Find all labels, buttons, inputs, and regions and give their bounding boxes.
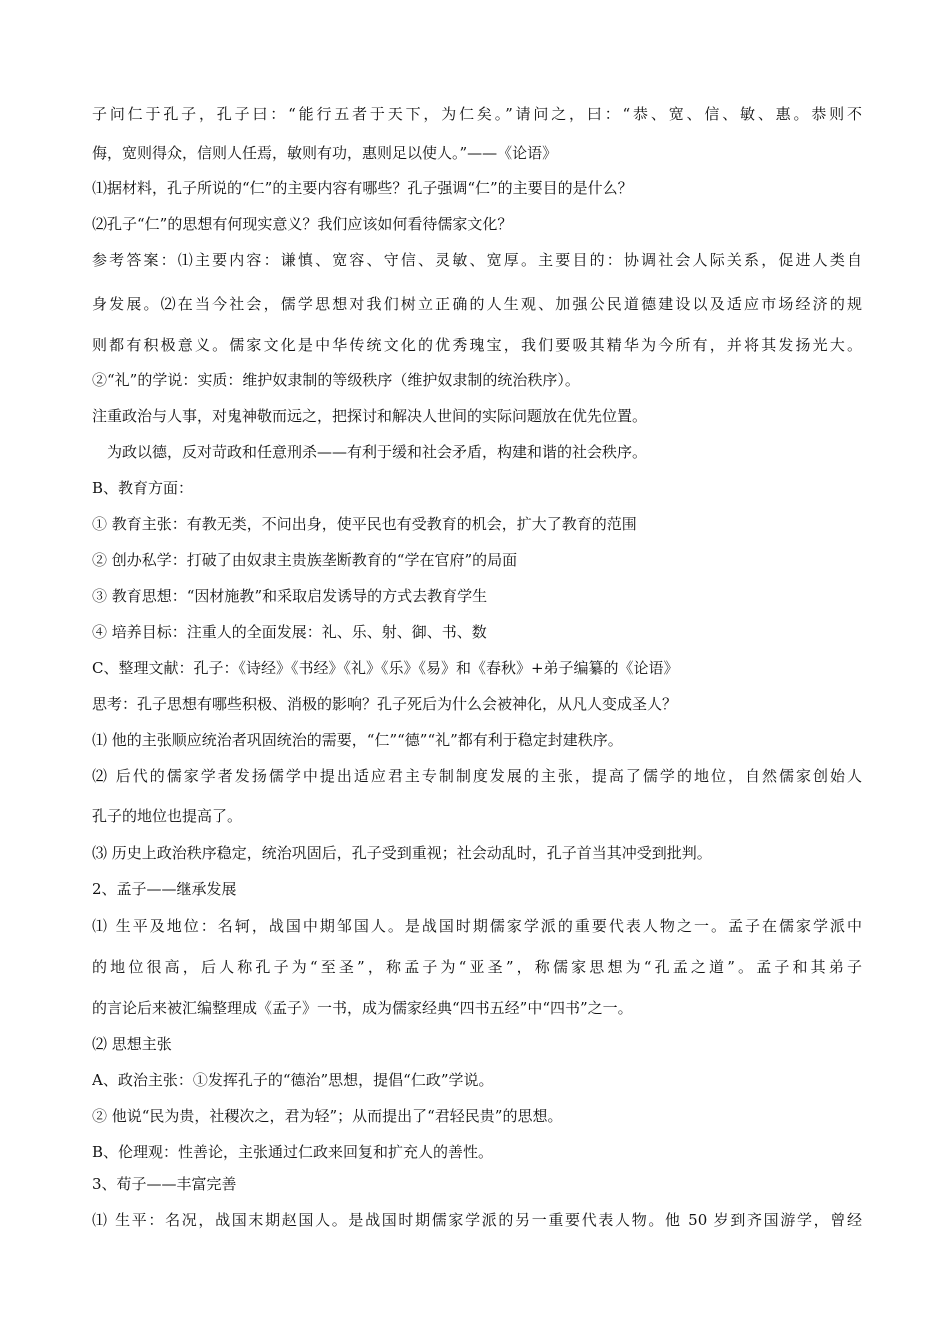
text-line-18: ⑴ 他的主张顺应统治者巩固统治的需要，“仁”“德”“礼”都有利于稳定封建秩序。 — [92, 731, 623, 749]
text-line-12: ① 教育主张：有教无类，不问出身，使平民也有受教育的机会，扩大了教育的范围 — [92, 515, 637, 533]
text-line-19: ⑵ 后代的儒家学者发扬儒学中提出适应君主专制制度发展的主张，提高了儒学的地位，自然儒家创始人 — [92, 767, 862, 785]
section-heading-mencius: 2、孟子——继承发展 — [92, 880, 237, 898]
text-line-3: ⑴据材料，孔子所说的“仁”的主要内容有哪些？孔子强调“仁”的主要目的是什么？ — [92, 179, 633, 197]
text-line-1: 子问仁于孔子，孔子曰：“能行五者于天下，为仁矣。”请问之，曰：“恭、宽、信、敏、惠。恭则不 — [92, 105, 862, 123]
text-line-13: ② 创办私学：打破了由奴隶主贵族垄断教育的“学在官府”的局面 — [92, 551, 518, 569]
text-line-10: 为政以德，反对苛政和任意刑杀——有利于缓和社会矛盾，构建和谐的社会秩序。 — [107, 443, 648, 461]
text-line-4: ⑵孔子“仁”的思想有何现实意义？我们应该如何看待儒家文化？ — [92, 215, 513, 233]
text-line-23: ⑴ 生平及地位：名轲，战国中期邹国人。是战国时期儒家学派的重要代表人物之一。孟子在儒家学派中 — [92, 917, 862, 935]
text-line-8: ②“礼”的学说：实质：维护奴隶制的等级秩序（维护奴隶制的统治秩序）。 — [92, 371, 580, 389]
text-line-9: 注重政治与人事，对鬼神敬而远之，把探讨和解决人世间的实际问题放在优先位置。 — [92, 407, 648, 425]
text-line-24: 的地位很高，后人称孔子为“至圣”，称孟子为“亚圣”，称儒家思想为“孔孟之道”。孟子和其弟子 — [92, 958, 862, 976]
text-line-27: A、政治主张：①发挥孔子的“德治”思想，提倡“仁政”学说。 — [92, 1071, 494, 1089]
text-line-6: 身发展。⑵在当今社会，儒学思想对我们树立正确的人生观、加强公民道德建设以及适应市场经济的规 — [92, 295, 862, 313]
text-line-25: 的言论后来被汇编整理成《孟子》一书，成为儒家经典“四书五经”中“四书”之一。 — [92, 999, 633, 1017]
text-line-28: ② 他说“民为贵，社稷次之，君为轻”；从而提出了“君轻民贵”的思想。 — [92, 1107, 563, 1125]
text-line-17: 思考：孔子思想有哪些积极、消极的影响？孔子死后为什么会被神化，从凡人变成圣人？ — [92, 695, 678, 713]
text-line-14: ③ 教育思想：“因材施教”和采取启发诱导的方式去教育学生 — [92, 587, 488, 605]
text-line-2: 侮，宽则得众，信则人任焉，敏则有功，惠则足以使人。”——《论语》 — [92, 144, 558, 162]
text-line-29: B、伦理观：性善论，主张通过仁政来回复和扩充人的善性。 — [92, 1143, 494, 1161]
text-line-21: ⑶ 历史上政治秩序稳定，统治巩固后，孔子受到重视；社会动乱时，孔子首当其冲受到批判。 — [92, 844, 712, 862]
text-line-15: ④ 培养目标：注重人的全面发展：礼、乐、射、御、书、数 — [92, 623, 487, 641]
section-heading-xunzi: 3、荀子——丰富完善 — [92, 1175, 237, 1193]
text-line-16: C、整理文献：孔子：《诗经》《书经》《礼》《乐》《易》和《春秋》+弟子编纂的《论语》 — [92, 659, 679, 677]
text-line-5: 参考答案：⑴主要内容：谦慎、宽容、守信、灵敏、宽厚。主要目的：协调社会人际关系，促进人类自 — [92, 251, 862, 269]
text-line-31: ⑴ 生平：名况，战国末期赵国人。是战国时期儒家学派的另一重要代表人物。他 50 岁到齐国游学，曾经 — [92, 1211, 862, 1229]
text-line-20: 孔子的地位也提高了。 — [92, 807, 243, 825]
text-line-26: ⑵ 思想主张 — [92, 1035, 172, 1053]
section-heading-education: B、教育方面： — [92, 479, 194, 497]
text-line-7: 则都有积极意义。儒家文化是中华传统文化的优秀瑰宝，我们要吸其精华为今所有，并将其发扬光大。 — [92, 336, 862, 354]
